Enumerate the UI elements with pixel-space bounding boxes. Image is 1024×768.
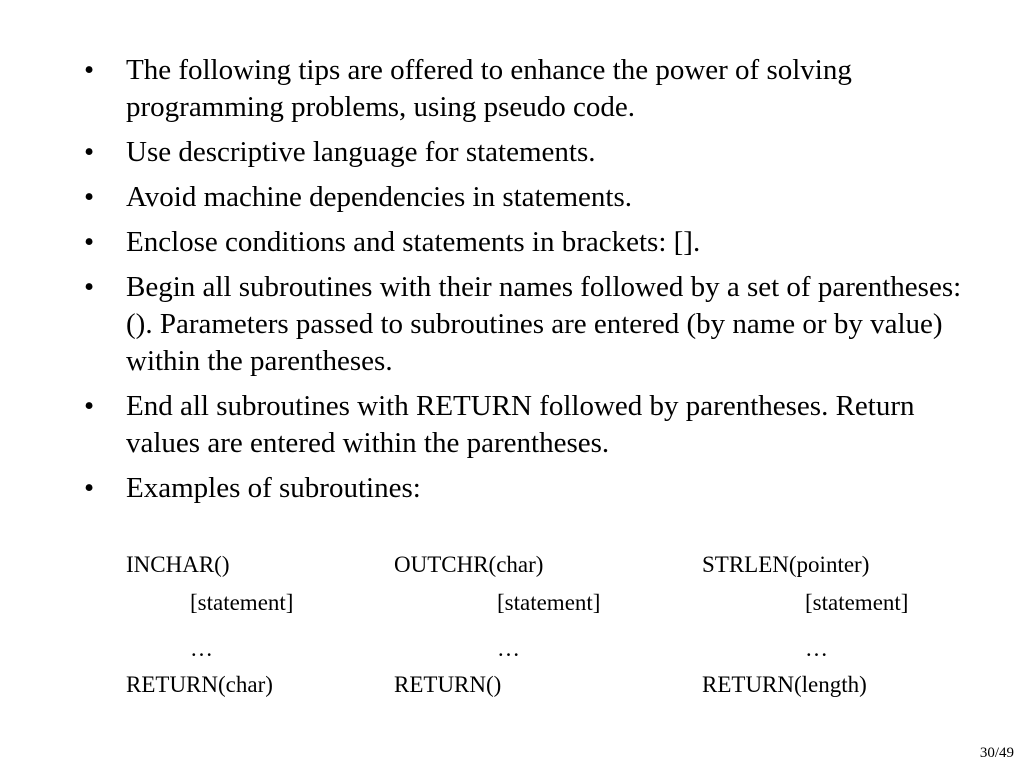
bullet-icon: • [84, 472, 95, 504]
bullet-item [0, 134, 1024, 171]
bullet-item [0, 388, 1024, 462]
subroutine-return: RETURN(char) [126, 672, 273, 697]
bullet-icon: • [84, 271, 95, 303]
subroutine-return: RETURN() [394, 672, 502, 697]
bullet-icon: • [84, 181, 95, 213]
bullet-text: End all subroutines with RETURN followed by parentheses. Return values are entered within the parentheses. [126, 390, 915, 459]
page-number: 30/49 [979, 745, 1014, 761]
subroutine-ellipsis: … [497, 636, 520, 661]
bullet-item [0, 179, 1024, 216]
bullet-item [0, 52, 1024, 126]
subroutine-statement: [statement] [497, 590, 601, 615]
subroutine-examples [0, 546, 1024, 706]
bullet-text: Begin all subroutines with their names followed by a set of parentheses: (). Parameters passed to subroutines are entered (by name or by value) within the parentheses. [126, 271, 962, 377]
bullet-icon: • [84, 390, 95, 422]
subroutine-ellipsis: … [805, 636, 828, 661]
bullet-icon: • [84, 226, 95, 258]
subroutine-return: RETURN(length) [702, 672, 867, 697]
subroutine-statement: [statement] [190, 590, 294, 615]
subroutine-name: INCHAR() [126, 552, 230, 577]
bullet-icon: • [84, 54, 95, 86]
subroutine-name: STRLEN(pointer) [702, 552, 870, 577]
bullet-text: The following tips are offered to enhance the power of solving programming problems, using pseudo code. [126, 54, 852, 123]
bullet-icon: • [84, 136, 95, 168]
subroutine-name: OUTCHR(char) [394, 552, 544, 577]
subroutine-ellipsis: … [190, 636, 213, 661]
bullet-text: Examples of subroutines: [126, 472, 421, 504]
bullet-item [0, 470, 1024, 507]
bullet-text: Avoid machine dependencies in statements. [126, 181, 632, 213]
bullet-text: Use descriptive language for statements. [126, 136, 596, 168]
bullet-list [0, 52, 1024, 515]
bullet-item [0, 269, 1024, 380]
bullet-text: Enclose conditions and statements in brackets: []. [126, 226, 701, 258]
subroutine-statement: [statement] [805, 590, 909, 615]
bullet-item [0, 224, 1024, 261]
